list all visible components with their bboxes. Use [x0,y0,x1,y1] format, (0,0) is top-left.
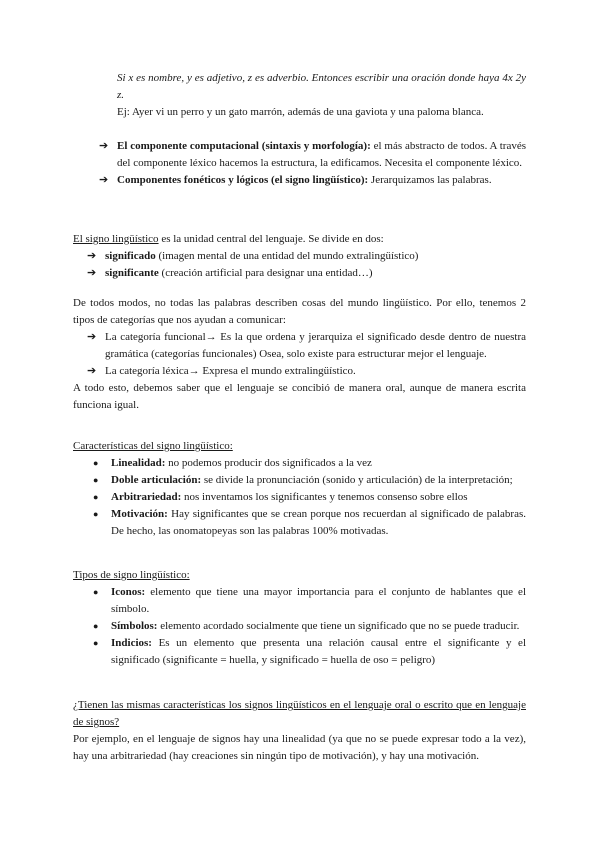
bullet-icon: ● [93,587,99,597]
bullet-icon: ● [93,492,99,502]
arrow-icon: ➔ [87,331,97,343]
list-item: ➔ Componentes fonéticos y lógicos (el signo lingüístico): Jerarquizamos las palabras. [99,172,526,189]
arrow-icon: ➔ [87,250,97,262]
list-item: ● Doble articulación: se divide la pronunciación (sonido y articulación) de la interpretación; [73,472,526,489]
math-line: Si x es nombre, y es adjetivo, z es adverbio. Entonces escribir una oración donde haya 4x 2y z. [117,72,526,101]
list-item: ➔ significado (imagen mental de una entidad del mundo extralingüístico) [73,248,526,265]
caracteristicas-heading: Características del signo lingüístico: [73,440,233,452]
arrow-icon: ➔ [87,365,97,377]
tipos-section [73,567,526,669]
list-item: ➔ El componente computacional (sintaxis y morfología): el más abstracto de todos. A través del componente léxico hacemos la estructura, la edificamos. Necesita el componente léxico. [99,140,526,169]
list-item: ● Iconos: elemento que tiene una mayor importancia para el conjunto de hablantes que el símbolo. [93,586,526,615]
tipos-heading: Tipos de signo lingüístico: [73,569,190,581]
caracteristicas-section [73,438,526,540]
arrow-icon: ➔ [99,140,109,152]
list-item: ➔ La categoría funcional→ Es la que ordena y jerarquiza el significado desde dentro de nuestra gramática (categorías funcionales) Osea, solo existe para estructurar mejor el lenguaje. [87,331,526,360]
list-item: ● Indicios: Es un elemento que presenta una relación causal entre el significante y el significado (significante = huella, y significado = huella de oso = peligro) [93,637,526,666]
list-item: ● Motivación: Hay significantes que se crean porque nos recuerdan al significado de palabras. De hecho, las onomatopeyas son las palabras 100% motivadas. [93,508,526,537]
pregunta-heading: ¿Tienen las mismas características los signos lingüísticos en el lenguaje oral o escrito que en lenguaje de signos? [73,699,526,728]
list-item: ● Símbolos: elemento acordado socialmente que tiene un significado que no se puede traducir. [73,618,526,635]
example-line: Ej: Ayer vi un perro y un gato marrón, además de una gaviota y una paloma blanca. [117,106,484,118]
categorias-section [73,295,526,414]
top-block [117,70,526,121]
bullet-icon: ● [93,509,99,519]
bullet-icon: ● [93,458,99,468]
arrow-icon: ➔ [87,267,97,279]
bullet-icon: ● [93,475,99,485]
list-item: ● Arbitrariedad: nos inventamos los significantes y tenemos consenso sobre ellos [73,489,526,506]
bullet-icon: ● [93,621,99,631]
categorias-closing: A todo esto, debemos saber que el lenguaje se concibió de manera oral, aunque de manera escrita funciona igual. [73,382,526,411]
component-list [99,138,526,189]
list-item: ● Linealidad: no podemos producir dos significados a la vez [73,455,526,472]
list-item: ➔ significante (creación artificial para designar una entidad…) [73,265,526,282]
pregunta-section [73,697,526,765]
signo-section [73,231,526,282]
bullet-icon: ● [93,638,99,648]
signo-intro: El signo lingüístico es la unidad central del lenguaje. Se divide en dos: [73,233,384,245]
arrow-icon: ➔ [99,174,109,186]
categorias-intro: De todos modos, no todas las palabras describen cosas del mundo lingüístico. Por ello, tenemos 2 tipos de categorías que nos ayudan a comunicar: [73,297,526,326]
list-item: ➔ La categoría léxica→ Expresa el mundo extralingüístico. [73,363,526,380]
pregunta-answer: Por ejemplo, en el lenguaje de signos hay una linealidad (ya que no se puede expresar todo a la vez), hay una arbitrariedad (hay creaciones sin ningún tipo de motivación), y hay una motivación. [73,733,526,762]
